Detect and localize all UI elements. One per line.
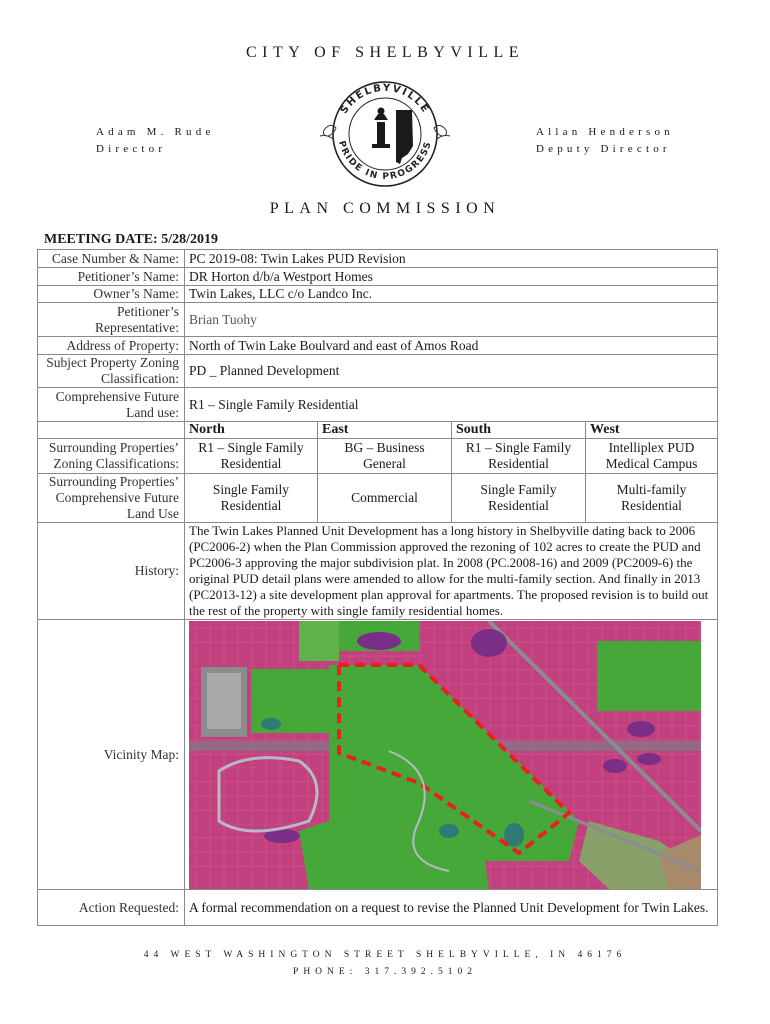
east-zoning [318,439,452,474]
vicinity-map-image [189,621,701,889]
comprehensive-land-use-row [38,388,718,422]
header-south: South [452,422,586,439]
case-value: PC 2019-08: Twin Lakes PUD Revision [185,250,718,268]
footer-address: 44 WEST WASHINGTON STREET SHELBYVILLE, IN 46176 [143,950,627,960]
comprehensive-label-line-1: Comprehensive Future [55,388,179,404]
director-title: Director [96,143,167,155]
deputy-director-name: Allan Henderson [536,126,674,138]
north-comp-line-2: Residential [220,498,282,513]
west-zoning [586,439,718,474]
representative-label [38,303,185,337]
south-comprehensive [452,474,586,523]
owner-row [38,286,718,303]
north-comprehensive [185,474,318,523]
meeting-date: MEETING DATE: 5/28/2019 [44,232,218,247]
plan-commission-title: PLAN COMMISSION [269,200,501,217]
petitioner-label: Petitioner’s Name: [38,268,185,286]
vicinity-map-label: Vicinity Map: [38,620,185,890]
representative-label-line-1: Petitioner’s [117,303,179,319]
east-zoning-line-1: BG – Business [344,440,425,455]
petitioner-value: DR Horton d/b/a Westport Homes [185,268,718,286]
surrounding-comp-label-line-2: Comprehensive Future [55,490,179,505]
case-report-table [37,249,718,926]
zoning-row [38,355,718,388]
director-name: Adam M. Rude [96,126,215,138]
south-zoning-line-1: R1 – Single Family [465,440,572,455]
surrounding-comprehensive-label [38,474,185,523]
owner-value: Twin Lakes, LLC c/o Landco Inc. [185,286,718,303]
surrounding-zoning-row [38,439,718,474]
north-zoning-line-2: Residential [220,456,282,471]
footer-phone: PHONE: 317.392.5102 [293,967,477,977]
surrounding-comp-label-line-3: Land Use [126,506,179,521]
direction-header-spacer [38,422,185,439]
south-comp-line-1: Single Family [480,482,557,497]
case-label: Case Number & Name: [38,250,185,268]
south-zoning [452,439,586,474]
comprehensive-land-use-value: R1 – Single Family Residential [185,388,718,422]
seal-top-text: SHELBYVILLE [338,82,432,116]
history-row [38,523,718,620]
director-block [96,124,215,158]
zoning-value: PD _ Planned Development [185,355,718,388]
west-zoning-line-1: Intelliplex PUD [608,440,695,455]
south-zoning-line-2: Residential [488,456,549,471]
city-title: CITY OF SHELBYVILLE [245,44,525,61]
action-requested-row [38,890,718,926]
vicinity-map-cell [185,620,718,890]
petitioner-row [38,268,718,286]
header-east: East [318,422,452,439]
surrounding-zoning-label-line-2: Zoning Classifications: [53,456,179,471]
west-comp-line-2: Residential [621,498,682,513]
owner-label: Owner’s Name: [38,286,185,303]
header-west: West [586,422,718,439]
north-zoning-line-1: R1 – Single Family [198,440,304,455]
comprehensive-label-line-2: Land use: [126,404,179,420]
east-comp-line-1: Commercial [351,490,418,505]
deputy-director-block [536,124,674,158]
city-seal-logo [312,74,458,192]
action-requested-label: Action Requested: [38,890,185,926]
representative-value: Brian Tuohy [185,303,718,337]
case-row [38,250,718,268]
east-comprehensive [318,474,452,523]
west-zoning-line-2: Medical Campus [605,456,698,471]
address-value: North of Twin Lake Boulvard and east of Amos Road [185,337,718,355]
zoning-label-line-2: Classification: [101,371,179,386]
zoning-label-line-1: Subject Property Zoning [46,355,179,370]
history-label: History: [38,523,185,620]
deputy-director-title: Deputy Director [536,143,671,155]
zoning-label [38,355,185,388]
north-comp-line-1: Single Family [212,482,290,497]
seal-bottom-text: PRIDE IN PROGRESS [336,139,434,183]
surrounding-comp-label-line-1: Surrounding Properties’ [48,474,179,489]
vicinity-map-row [38,620,718,890]
action-requested-text: A formal recommendation on a request to revise the Planned Unit Development for Twin Lakes. [185,890,718,926]
surrounding-zoning-label-line-1: Surrounding Properties’ [48,440,179,455]
east-zoning-line-2: General [363,456,406,471]
address-row [38,337,718,355]
direction-header-row [38,422,718,439]
representative-row [38,303,718,337]
west-comp-line-1: Multi-family [616,482,687,497]
representative-label-line-2: Representative: [95,319,179,335]
comprehensive-land-use-label [38,388,185,422]
svg-text:SHELBYVILLE [339,83,432,116]
header-north: North [185,422,318,439]
west-comprehensive [586,474,718,523]
surrounding-comprehensive-row [38,474,718,523]
history-text: The Twin Lakes Planned Unit Development has a long history in Shelbyville dating back to 2006 (PC2006-2) when the Plan Commission approved the rezoning of 102 acres to create the PUD and PC2006-3 approving the major subdivision plat. In 2008 (PC.2008-16) and 2009 (PC2009-6) the original PUD detail plans were amended to allow for the multi-family section. And finally in 2013 (PC2013-12) a site development plan approval for apartments. The proposed revision is to build out the rest of the property with single family residential homes. [185,523,718,620]
address-label: Address of Property: [38,337,185,355]
south-comp-line-2: Residential [488,498,549,513]
north-zoning [185,439,318,474]
surrounding-zoning-label [38,439,185,474]
